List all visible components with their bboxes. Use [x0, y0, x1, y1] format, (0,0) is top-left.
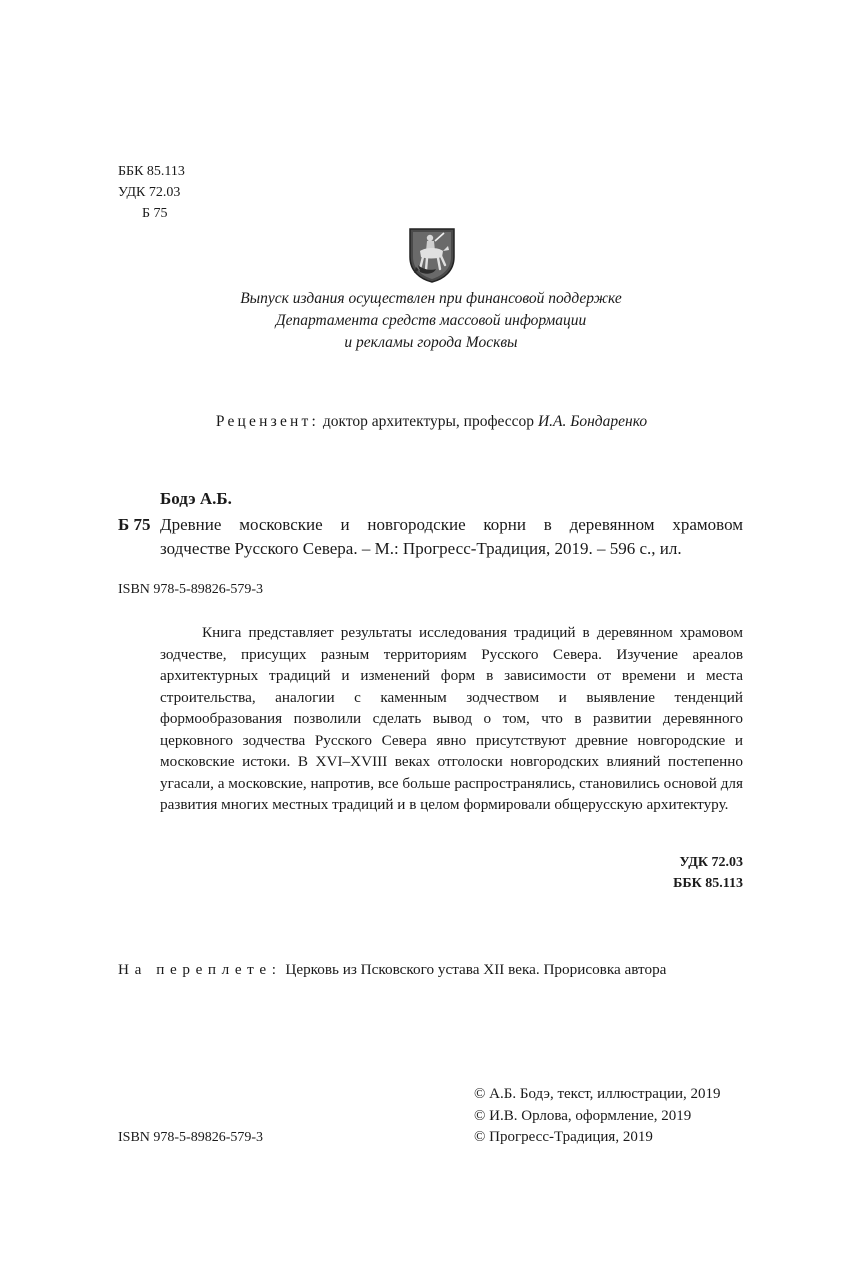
abstract-text: Книга представляет результаты исследования традиций в деревянном храмовом зодчестве, присущих разным территориям Русского Севера. Изучение ареалов архитектурных традиций и изменений форм в зависимости от времени и места строительства, аналогии с каменным зодчеством и выявление тенденций формообразования позволили сделать вывод о том, что в развитии деревянного церковного зодчества Русского Севера явно присутствуют древние новгородские и московские истоки. В XVI–XVIII веках отголоски новгородских влияний постепенно угасали, а московские, напротив, все больше распространялись, становились основой для развития многих местных традиций и в целом формировали общерусскую архитектуру.: [160, 624, 743, 813]
copyright-line: © И.В. Орлова, оформление, 2019: [474, 1107, 692, 1124]
title-line: Древние московские и новгородские корни в деревянном храмовом: [160, 515, 743, 534]
bbk-index: ББК 85.113: [673, 876, 743, 891]
cover-label: На переплете:: [118, 961, 282, 978]
isbn-bottom: ISBN 978-5-89826-579-3: [118, 1130, 264, 1145]
bbk-code: ББК 85.113: [118, 164, 185, 179]
record-code: Б 75: [118, 515, 151, 534]
record-author: Бодэ А.Б.: [160, 489, 232, 508]
reviewer-name: И.А. Бондаренко: [537, 413, 648, 430]
sponsor-line: Выпуск издания осуществлен при финансовой поддержке: [240, 290, 622, 307]
title-line: зодчестве Русского Севера. – М.: Прогресс-Традиция, 2019. – 596 с., ил.: [160, 539, 682, 558]
index-block: [560, 852, 743, 894]
isbn-top: ISBN 978-5-89826-579-3: [118, 582, 264, 597]
cover-note: [118, 959, 666, 981]
abstract: [160, 622, 743, 816]
sponsor-line: Департамента средств массовой информации: [275, 312, 587, 329]
sponsor-note: [180, 288, 682, 354]
udk-code: УДК 72.03: [118, 185, 181, 200]
copyright-block: [474, 1084, 721, 1149]
reviewer-text: доктор архитектуры, профессор: [322, 413, 535, 430]
record-title: [160, 513, 743, 561]
classification-block: [118, 161, 185, 224]
author-mark: Б 75: [142, 206, 168, 221]
copyright-line: © Прогресс-Традиция, 2019: [474, 1129, 653, 1145]
reviewer-line: [120, 411, 743, 433]
sponsor-line: и рекламы города Москвы: [344, 334, 518, 351]
moscow-coat-of-arms-icon: [408, 227, 456, 283]
cover-text: Церковь из Псковского устава XII века. Прорисовка автора: [285, 961, 667, 978]
udk-index: УДК 72.03: [679, 855, 743, 870]
reviewer-label: Рецензент:: [215, 413, 320, 430]
copyright-line: © А.Б. Бодэ, текст, иллюстрации, 2019: [474, 1086, 721, 1102]
